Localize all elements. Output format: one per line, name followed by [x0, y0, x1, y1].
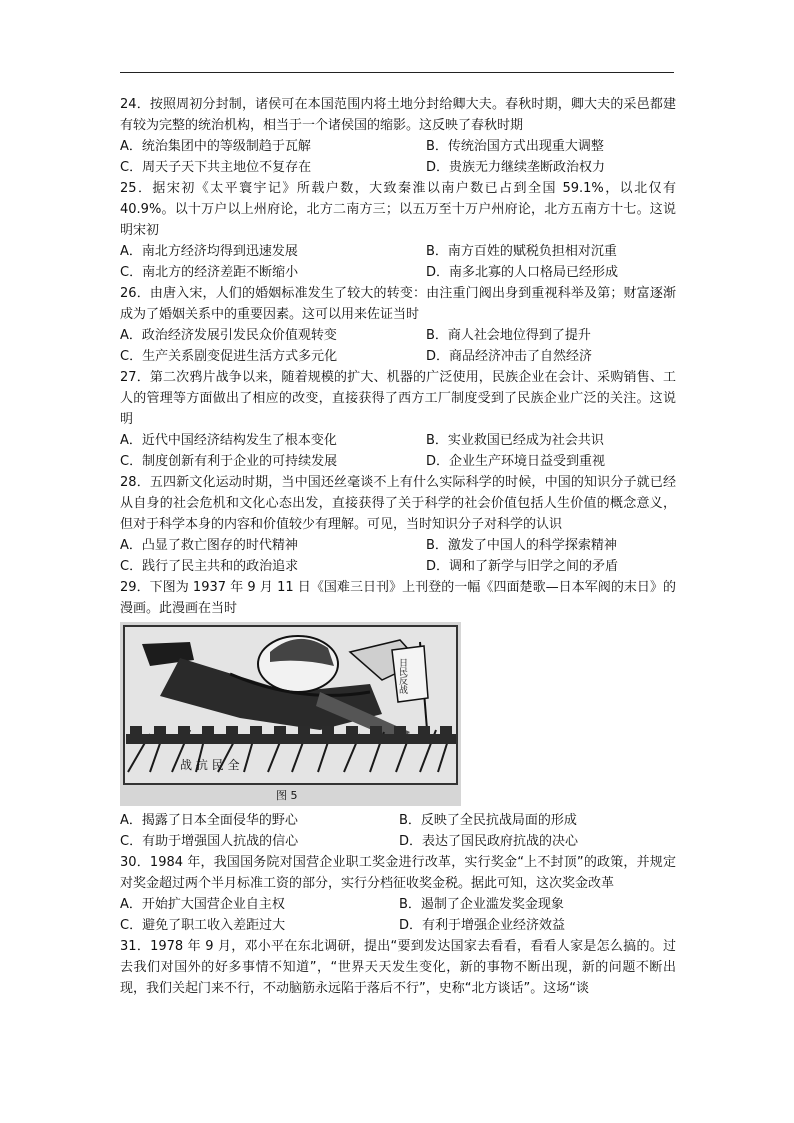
question-27-stem: 27．第二次鸦片战争以来，随着规模的扩大、机器的广泛使用，民族企业在会计、采购销售、工人的管理等方面做出了相应的改变，直接获得了西方工厂制度受到了民族企业广泛的关注。这说明: [120, 370, 676, 427]
option-a[interactable]: A．统治集团中的等级制趋于瓦解: [120, 139, 311, 154]
option-b[interactable]: B．实业救国已经成为社会共识: [426, 433, 604, 448]
question-30-stem: 30．1984 年，我国国务院对国营企业职工奖金进行改革，实行奖金“上不封顶”的政策，并规定对奖金超过两个半月标准工资的部分，实行分档征收奖金税。据此可知，这次奖金改革: [120, 855, 676, 891]
option-b[interactable]: B．激发了中国人的科学探索精神: [426, 538, 617, 553]
question-24-stem: 24．按照周初分封制，诸侯可在本国范围内将土地分封给卿大夫。春秋时期，卿大夫的采邑都建有较为完整的统治机构，相当于一个诸侯国的缩影。这反映了春秋时期: [120, 97, 676, 133]
option-d[interactable]: D．南多北寡的人口格局已经形成: [426, 265, 619, 280]
wall-text: 战 抗 民 全: [180, 758, 240, 772]
option-b[interactable]: B．反映了全民抗战局面的形成: [399, 813, 577, 828]
question-30-options: [120, 894, 676, 936]
option-a[interactable]: A．南北方经济均得到迅速发展: [120, 244, 298, 259]
question-28-stem: 28．五四新文化运动时期，当中国还丝毫谈不上有什么实际科学的时候，中国的知识分子就已经从自身的社会危机和文化心态出发，直接获得了关于科学的社会价值包括人生价值的概念意义，但对于科学本身的内容和价值较少有理解。可见，当时知识分子对科学的认识: [120, 475, 676, 532]
option-c[interactable]: C．践行了民主共和的政治追求: [120, 559, 299, 574]
option-c[interactable]: C．避免了职工收入差距过大: [120, 918, 286, 933]
option-b[interactable]: B．商人社会地位得到了提升: [426, 328, 591, 343]
question-25-options: [120, 241, 676, 283]
option-b[interactable]: B．南方百姓的赋税负担相对沉重: [426, 244, 617, 259]
question-29-options: [120, 810, 676, 852]
cartoon-figure: [120, 622, 461, 806]
option-d[interactable]: D．调和了新学与旧学之间的矛盾: [426, 559, 619, 574]
question-27-options: [120, 430, 676, 472]
option-c[interactable]: C．南北方的经济差距不断缩小: [120, 265, 299, 280]
option-a[interactable]: A．政治经济发展引发民众价值观转变: [120, 328, 337, 343]
cartoon-illustration: [120, 622, 461, 806]
option-c[interactable]: C．制度创新有利于企业的可持续发展: [120, 454, 338, 469]
exam-page: [120, 94, 676, 999]
option-b[interactable]: B．传统治国方式出现重大调整: [426, 139, 604, 154]
question-31-stem: 31．1978 年 9 月，邓小平在东北调研，提出“要到发达国家去看看，看看人家是怎么搞的。过去我们对国外的好多事情不知道”，“世界天天发生变化，新的事物不断出现，新的问题不断出现，我们关起门来不行，不动脑筋永远陷于落后不行”，史称“北方谈话”。这场“谈: [120, 939, 676, 996]
figure-caption: 图 5: [276, 789, 298, 802]
option-c[interactable]: C．周天子天下共主地位不复存在: [120, 160, 312, 175]
question-29-stem: 29．下图为 1937 年 9 月 11 日《国难三日刊》上刊登的一幅《四面楚歌—日本军阀的末日》的漫画。此漫画在当时: [120, 580, 676, 616]
option-b[interactable]: B．遏制了企业滥发奖金现象: [399, 897, 564, 912]
question-26-options: [120, 325, 676, 367]
option-a[interactable]: A．开始扩大国营企业自主权: [120, 897, 285, 912]
question-28-options: [120, 535, 676, 577]
option-c[interactable]: C．有助于增强国人抗战的信心: [120, 834, 299, 849]
option-a[interactable]: A．揭露了日本全面侵华的野心: [120, 813, 298, 828]
option-d[interactable]: D．有利于增强企业经济效益: [399, 918, 566, 933]
option-d[interactable]: D．企业生产环境日益受到重视: [426, 454, 606, 469]
option-c[interactable]: C．生产关系剧变促进生活方式多元化: [120, 349, 338, 364]
question-24-options: [120, 136, 676, 178]
header-rule: [120, 72, 674, 73]
banner-text: 日民反战: [397, 658, 407, 694]
option-d[interactable]: D．贵族无力继续垄断政治权力: [426, 160, 606, 175]
option-d[interactable]: D．表达了国民政府抗战的决心: [399, 834, 579, 849]
question-25-stem: 25．据宋初《太平寰宇记》所载户数，大致秦淮以南户数已占到全国 59.1%，以北仅有 40.9%。以十万户以上州府论，北方二南方三；以五万至十万户州府论，北方五南方十七。这说明宋初: [120, 181, 676, 238]
option-a[interactable]: A．近代中国经济结构发生了根本变化: [120, 433, 337, 448]
option-d[interactable]: D．商品经济冲击了自然经济: [426, 349, 593, 364]
option-a[interactable]: A．凸显了救亡图存的时代精神: [120, 538, 298, 553]
question-26-stem: 26．由唐入宋，人们的婚姻标准发生了较大的转变：由注重门阀出身到重视科举及第；财富逐渐成为了婚姻关系中的重要因素。这可以用来佐证当时: [120, 286, 676, 322]
